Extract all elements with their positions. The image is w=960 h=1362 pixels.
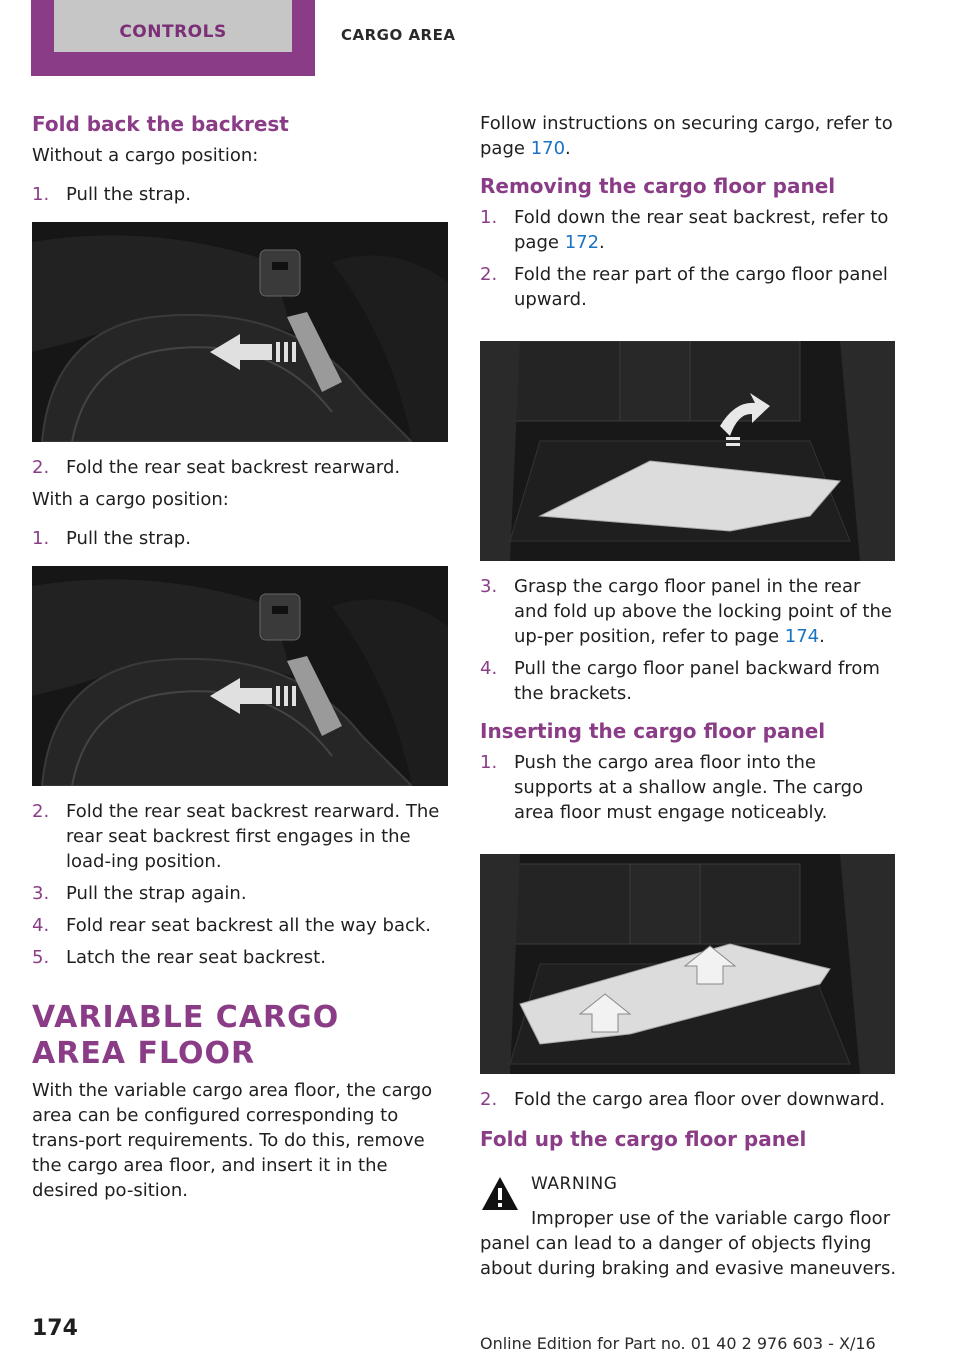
step-b4 — [32, 913, 450, 938]
step-text: Fold down the rear seat backrest, refer to page — [514, 207, 889, 253]
edition-footer: Online Edition for Part no. 01 40 2 976 603 - X/16 — [480, 1334, 876, 1353]
step-number: 1. — [32, 528, 50, 549]
warning-text-rest: panel can lead to a danger of objects flying about during braking and evasive maneuvers. — [480, 1233, 897, 1279]
chapter-tab-label: CONTROLS — [119, 22, 227, 42]
step-i2 — [480, 1087, 898, 1112]
step-text: Pull the strap. — [66, 528, 191, 549]
step-b1 — [32, 526, 450, 551]
step-number: 3. — [480, 576, 498, 597]
step-r2 — [480, 262, 898, 312]
heading-fold-up-panel: Fold up the cargo floor panel — [480, 1127, 807, 1151]
step-number: 3. — [32, 883, 50, 904]
step-text: Latch the rear seat backrest. — [66, 947, 326, 968]
heading-fold-back: Fold back the backrest — [32, 112, 289, 136]
step-text: Pull the strap again. — [66, 883, 247, 904]
step-number: 2. — [32, 801, 50, 822]
step-text: Fold the rear seat backrest rearward. The rear seat backrest first engages in the load-ing position. — [66, 801, 440, 872]
step-number: 1. — [480, 752, 498, 773]
left-column-mid — [32, 455, 450, 551]
step-text: Push the cargo area floor into the supports at a shallow angle. The cargo area floor must engage noticeably. — [514, 752, 864, 823]
step-number: 1. — [32, 184, 50, 205]
step-text: Grasp the cargo floor panel in the rear and fold up above the locking point of the up-per position, refer to page — [514, 576, 892, 647]
step-r3: 3. Grasp the cargo floor panel in the rear and fold up above the locking point of the up-per position, refer to page 174. — [480, 576, 892, 647]
variable-floor-paragraph: With the variable cargo area floor, the cargo area can be configured corresponding to trans-port requirements. To do this, remove the cargo area floor, and insert it in the desired po-sition. — [32, 1080, 433, 1201]
step-b5 — [32, 945, 450, 970]
step-text: Fold the rear seat backrest rearward. — [66, 457, 401, 478]
cargo-panel-removal-image — [480, 341, 895, 561]
step-a1 — [32, 182, 450, 207]
step-text: Pull the strap. — [66, 184, 191, 205]
seat-strap-image-2 — [32, 566, 448, 786]
step-text: Fold rear seat backrest all the way back. — [66, 915, 432, 936]
step-a2 — [32, 455, 450, 480]
step-text: Fold the rear part of the cargo floor panel upward. — [514, 264, 888, 310]
page-link-174[interactable]: 174 — [784, 626, 820, 647]
cargo-panel-insert-image — [480, 854, 895, 1074]
right-column-top — [480, 111, 898, 312]
step-b2 — [32, 799, 450, 874]
step-number: 1. — [480, 207, 498, 228]
step-text: Fold the cargo area floor over downward. — [514, 1089, 886, 1110]
heading-variable-cargo-floor: VARIABLE CARGO AREA FLOOR — [32, 1000, 340, 1071]
follow-instructions-text: Follow instructions on securing cargo, refer to page 170. — [480, 113, 893, 159]
warning-icon — [480, 1174, 520, 1214]
heading-inserting-panel: Inserting the cargo floor panel — [480, 719, 826, 743]
step-number: 2. — [32, 457, 50, 478]
step-b3 — [32, 881, 450, 906]
step-number: 5. — [32, 947, 50, 968]
step-i1 — [480, 750, 898, 825]
right-column-bottom — [480, 1087, 898, 1152]
page-link-172[interactable]: 172 — [564, 232, 600, 253]
left-column-top — [32, 111, 450, 207]
left-column-bottom — [32, 799, 450, 1203]
step-r4 — [480, 656, 898, 706]
intro-without-cargo: Without a cargo position: — [32, 145, 259, 166]
step-number: 2. — [480, 264, 498, 285]
warning-text-first: Improper use of the variable cargo floor — [531, 1208, 891, 1229]
heading-removing-panel: Removing the cargo floor panel — [480, 174, 836, 198]
right-column-mid — [480, 574, 898, 825]
seat-strap-image-1 — [32, 222, 448, 442]
step-number: 4. — [32, 915, 50, 936]
page-number: 174 — [32, 1316, 78, 1341]
page-link-170[interactable]: 170 — [530, 138, 566, 159]
step-number: 2. — [480, 1089, 498, 1110]
section-label: CARGO AREA — [341, 26, 456, 44]
warning-label: WARNING — [531, 1174, 618, 1194]
intro-with-cargo: With a cargo position: — [32, 489, 229, 510]
step-number: 4. — [480, 658, 498, 679]
step-r1: 1. Fold down the rear seat backrest, refer to page 172. — [480, 207, 889, 253]
step-text: Pull the cargo floor panel backward from the brackets. — [514, 658, 880, 704]
